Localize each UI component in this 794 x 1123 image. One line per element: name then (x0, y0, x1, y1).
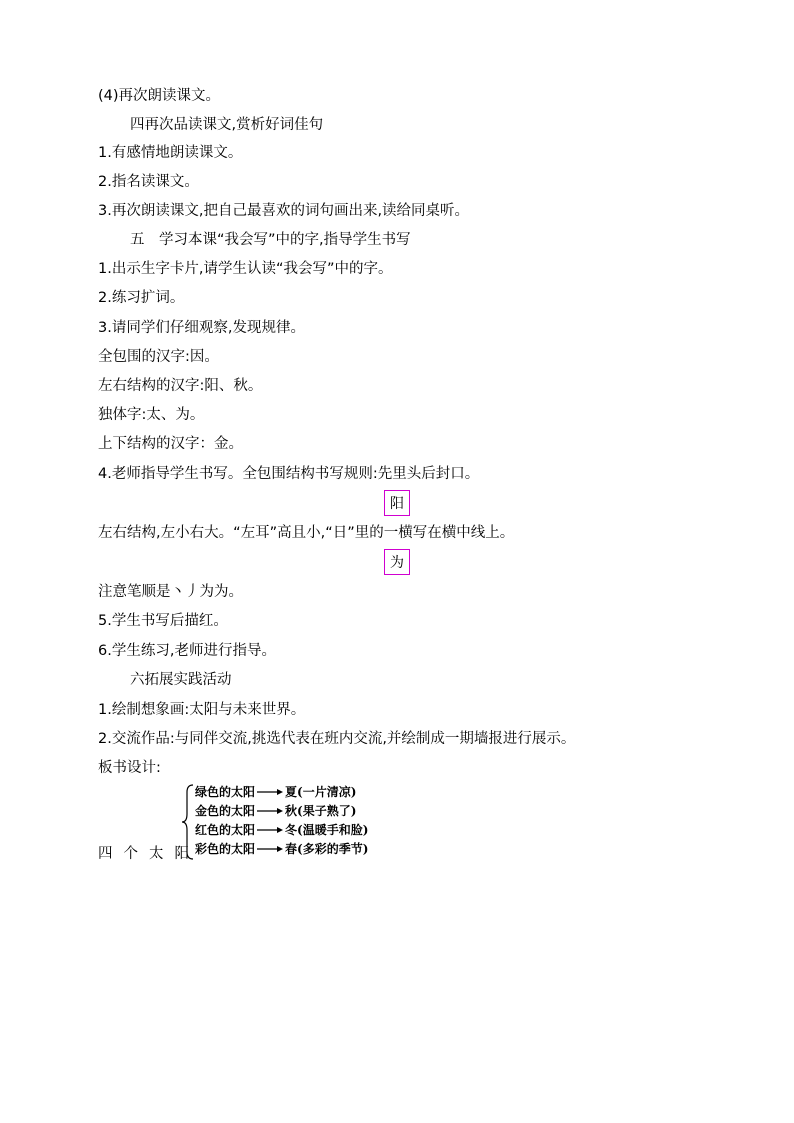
text-line: 2.练习扩词。 (98, 290, 185, 306)
board-row (195, 821, 368, 838)
text-line: 1.有感情地朗读课文。 (98, 145, 243, 161)
text-line: 2.指名读课文。 (98, 174, 199, 190)
board-row-right: 秋(果子熟了) (285, 803, 357, 818)
board-title: 四个太阳 (98, 846, 200, 862)
board-row-right: 夏(一片清凉) (285, 784, 357, 799)
board-row-right: 冬(温暖手和脸) (285, 822, 369, 837)
text-line: 注意笔顺是丶丿为为。 (98, 584, 243, 600)
board-design-label: 板书设计: (98, 760, 161, 776)
arrow-right-icon (257, 807, 283, 815)
board-row-right: 春(多彩的季节) (285, 841, 369, 856)
text-line: 3.再次朗读课文,把自己最喜欢的词句画出来,读给同桌听。 (98, 203, 470, 219)
text-line: 4.老师指导学生书写。全包围结构书写规则:先里头后封口。 (98, 466, 480, 482)
arrow-right-icon (257, 845, 283, 853)
text-line: 1.出示生字卡片,请学生认读“我会写”中的字。 (98, 261, 393, 277)
char-box-yang: 阳 (384, 490, 410, 516)
text-line: 1.绘制想象画:太阳与未来世界。 (98, 702, 306, 718)
section-heading: 四再次品读课文,赏析好词佳句 (130, 117, 324, 133)
section-heading: 五 学习本课“我会写”中的字,指导学生书写 (130, 232, 411, 248)
section-heading: 六拓展实践活动 (130, 672, 232, 688)
text-line: 6.学生练习,老师进行指导。 (98, 643, 276, 659)
board-row (195, 802, 356, 819)
char-box-wei: 为 (384, 549, 410, 575)
text-line: 5.学生书写后描红。 (98, 613, 228, 629)
curly-brace-icon (181, 784, 195, 860)
text-line: 2.交流作品:与同伴交流,挑选代表在班内交流,并绘制成一期墙报进行展示。 (98, 731, 576, 747)
board-row-left: 绿色的太阳 (195, 784, 256, 799)
arrow-right-icon (257, 788, 283, 796)
board-row (195, 783, 356, 800)
text-line: 全包围的汉字:因。 (98, 349, 219, 365)
arrow-right-icon (257, 826, 283, 834)
text-line: 左右结构,左小右大。“左耳”高且小,“日”里的一横写在横中线上。 (98, 525, 515, 541)
text-line: 3.请同学们仔细观察,发现规律。 (98, 320, 305, 336)
board-row (195, 840, 368, 857)
text-line: 左右结构的汉字:阳、秋。 (98, 378, 263, 394)
board-row-left: 金色的太阳 (195, 803, 256, 818)
text-line: 独体字:太、为。 (98, 407, 205, 423)
board-row-left: 红色的太阳 (195, 822, 256, 837)
text-line: 上下结构的汉字：金。 (98, 436, 243, 452)
text-line: (4)再次朗读课文。 (98, 88, 221, 104)
board-row-left: 彩色的太阳 (195, 841, 256, 856)
